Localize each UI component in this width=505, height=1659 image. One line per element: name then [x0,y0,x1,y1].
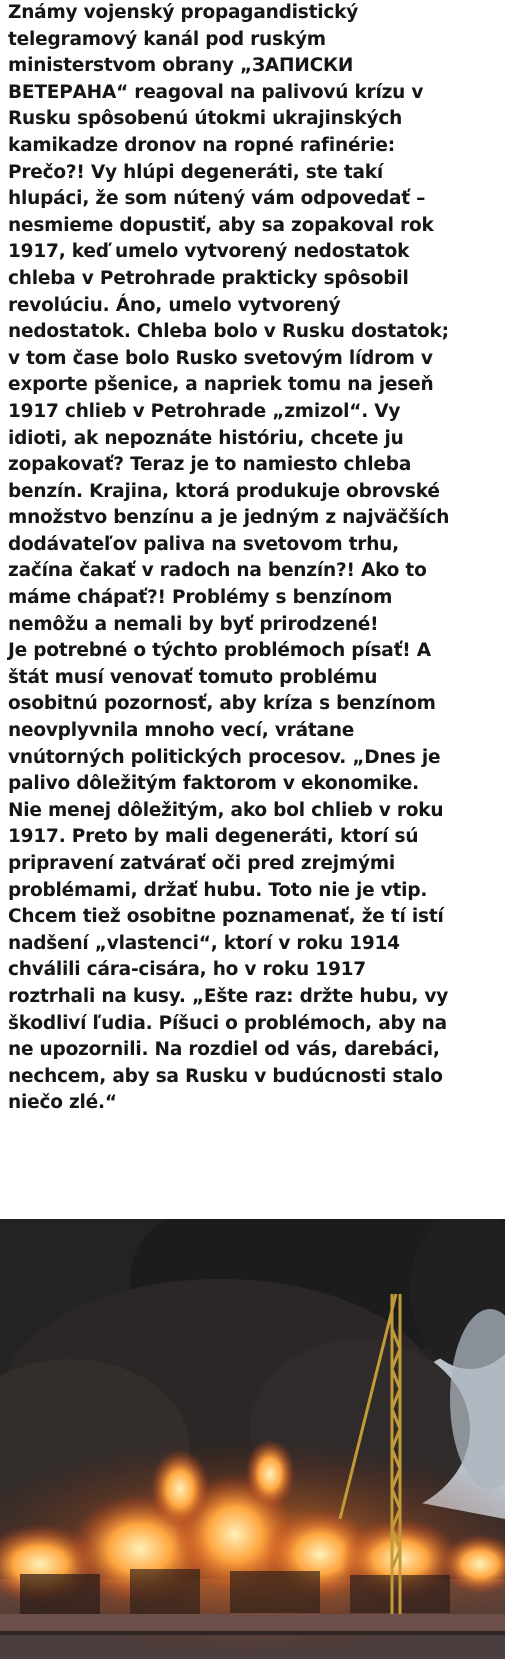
article-body: Známy vojenský propagandistický telegramový kanál pod ruským ministerstvom obrany „ЗАПИСКИ ВЕТЕРАНА“ reagoval na palivovú krízu v Rusku spôsobenú útokmi ukrajinských kamikadze dronov na ropné rafinérie: Prečo?! Vy hlúpi degeneráti, ste takí hlupáci, že som nútený vám odpovedať – nesmieme dopustiť, aby sa zopakoval rok 1917, keď umelo vytvorený nedostatok chleba v Petrohrade prakticky spôsobil revolúciu. Áno, umelo vytvorený nedostatok. Chleba bolo v Rusku dostatok; v tom čase bolo Rusko svetovým lídrom v exporte pšenice, a napriek tomu na jeseň 1917 chlieb v Petrohrade „zmizol“. Vy idioti, ak nepoznáte históriu, chcete ju zopakovať? Teraz je to namiesto chleba benzín. Krajina, ktorá produkuje obrovské množstvo benzínu a je jedným z najväčších dodávateľov paliva na svetovom trhu, začína čakať v radoch na benzín?! Ako to máme chápať?! Problémy s benzínom nemôžu a nemali by byť prirodzené! Je potrebné o týchto problémoch písať! A štát musí venovať tomuto problému osobitnú pozornosť, aby kríza s benzínom neovplyvnila mnoho vecí, vrátane vnútorných politických procesov. „Dnes je palivo dôležitým faktorom v ekonomike. Nie menej dôležitým, ako bol chlieb v roku 1917. Preto by mali degeneráti, ktorí sú pripravení zatvárať oči pred zrejmými problémami, držať hubu. Toto nie je vtip. Chcem tiež osobitne poznamenať, že tí istí nadšení „vlastenci“, ktorí v roku 1914 chválili cára-cisára, ho v roku 1917 roztrhali na kusy. „Ešte raz: držte hubu, vy škodliví ľudia. Píšuci o problémoch, aby na ne upozornili. Na rozdiel od vás, darebáci, nechcem, aby sa Rusku v budúcnosti stalo niečo zlé.“ [8,2,450,1114]
flame [245,1439,295,1509]
refinery-fire-photo [0,1219,505,1659]
flame [150,1449,210,1529]
quay-edge [0,1631,505,1635]
tank [230,1571,320,1613]
tank [20,1574,100,1614]
tank [130,1569,200,1614]
